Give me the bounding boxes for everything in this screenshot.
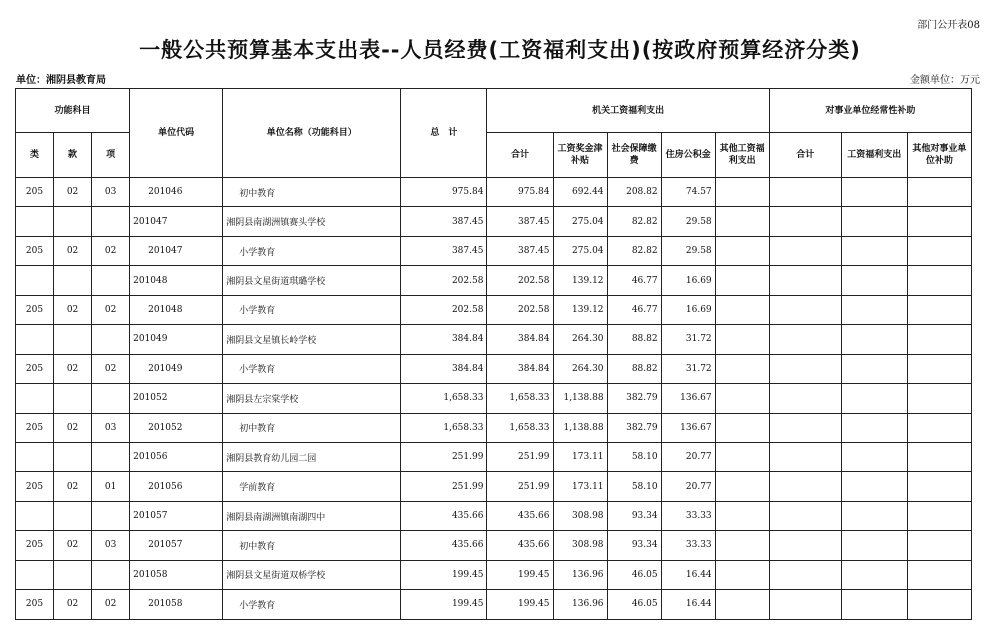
cell-kuan bbox=[54, 442, 92, 471]
cell-housing-fund: 16.69 bbox=[661, 266, 715, 295]
cell-inst-salary bbox=[841, 531, 907, 560]
cell-xiang bbox=[92, 325, 130, 354]
cell-org-total: 251.99 bbox=[487, 442, 553, 471]
cell-housing-fund: 31.72 bbox=[661, 354, 715, 383]
cell-lei: 205 bbox=[16, 354, 54, 383]
cell-inst-other bbox=[907, 295, 971, 324]
cell-social-security: 46.77 bbox=[607, 266, 661, 295]
cell-other-salary bbox=[715, 472, 769, 501]
cell-unit-name: 湘阴县文星镇长岭学校 bbox=[223, 325, 401, 354]
budget-table bbox=[15, 88, 972, 620]
cell-unit-code: 201057 bbox=[130, 501, 223, 530]
cell-salary-allowance: 308.98 bbox=[553, 501, 607, 530]
cell-inst-salary bbox=[841, 236, 907, 265]
cell-unit-name: 初中教育 bbox=[223, 413, 401, 442]
cell-unit-name: 湘阴县南湖洲镇南湖四中 bbox=[223, 501, 401, 530]
cell-total: 975.84 bbox=[401, 178, 487, 207]
cell-inst-total bbox=[769, 266, 841, 295]
cell-lei: 205 bbox=[16, 531, 54, 560]
table-row bbox=[16, 384, 972, 413]
cell-lei bbox=[16, 325, 54, 354]
cell-salary-allowance: 692.44 bbox=[553, 178, 607, 207]
cell-org-total: 387.45 bbox=[487, 207, 553, 236]
unit-label: 单位：湘阴县教育局 bbox=[16, 75, 106, 86]
cell-org-total: 384.84 bbox=[487, 325, 553, 354]
cell-social-security: 58.10 bbox=[607, 472, 661, 501]
cell-social-security: 46.05 bbox=[607, 560, 661, 589]
cell-unit-code: 201056 bbox=[130, 442, 223, 471]
cell-other-salary bbox=[715, 266, 769, 295]
cell-inst-total bbox=[769, 236, 841, 265]
cell-xiang: 03 bbox=[92, 178, 130, 207]
table-row bbox=[16, 178, 972, 207]
cell-org-total: 975.84 bbox=[487, 178, 553, 207]
cell-salary-allowance: 173.11 bbox=[553, 442, 607, 471]
cell-unit-code: 201048 bbox=[130, 295, 223, 324]
header-function-subject: 功能科目 bbox=[16, 89, 130, 133]
cell-housing-fund: 29.58 bbox=[661, 207, 715, 236]
header-social-security: 社会保障缴费 bbox=[607, 133, 661, 178]
cell-inst-other bbox=[907, 384, 971, 413]
cell-inst-other bbox=[907, 560, 971, 589]
cell-inst-total bbox=[769, 413, 841, 442]
cell-inst-total bbox=[769, 295, 841, 324]
cell-unit-name: 小学教育 bbox=[223, 295, 401, 324]
cell-total: 384.84 bbox=[401, 325, 487, 354]
cell-social-security: 46.77 bbox=[607, 295, 661, 324]
amount-unit-label: 金额单位：万元 bbox=[910, 75, 980, 86]
cell-inst-salary bbox=[841, 590, 907, 619]
cell-unit-code: 201049 bbox=[130, 354, 223, 383]
cell-unit-name: 湘阴县文星街道双桥学校 bbox=[223, 560, 401, 589]
header-org-salary-group: 机关工资福利支出 bbox=[487, 89, 769, 133]
cell-other-salary bbox=[715, 413, 769, 442]
header-total: 总 计 bbox=[401, 89, 487, 178]
header-org-total: 合计 bbox=[487, 133, 553, 178]
cell-social-security: 82.82 bbox=[607, 207, 661, 236]
cell-housing-fund: 74.57 bbox=[661, 178, 715, 207]
cell-salary-allowance: 136.96 bbox=[553, 590, 607, 619]
cell-org-total: 1,658.33 bbox=[487, 413, 553, 442]
cell-salary-allowance: 139.12 bbox=[553, 295, 607, 324]
cell-unit-name: 初中教育 bbox=[223, 178, 401, 207]
cell-inst-salary bbox=[841, 266, 907, 295]
cell-unit-code: 201056 bbox=[130, 472, 223, 501]
header-institution-subsidy-group: 对事业单位经常性补助 bbox=[769, 89, 971, 133]
cell-social-security: 93.34 bbox=[607, 501, 661, 530]
cell-housing-fund: 16.44 bbox=[661, 590, 715, 619]
cell-xiang bbox=[92, 266, 130, 295]
cell-inst-other bbox=[907, 236, 971, 265]
cell-xiang: 02 bbox=[92, 590, 130, 619]
table-row bbox=[16, 560, 972, 589]
cell-inst-salary bbox=[841, 325, 907, 354]
cell-housing-fund: 136.67 bbox=[661, 413, 715, 442]
cell-inst-other bbox=[907, 178, 971, 207]
table-row bbox=[16, 442, 972, 471]
header-xiang: 项 bbox=[92, 133, 130, 178]
cell-unit-code: 201047 bbox=[130, 236, 223, 265]
table-row bbox=[16, 295, 972, 324]
cell-kuan: 02 bbox=[54, 531, 92, 560]
cell-salary-allowance: 275.04 bbox=[553, 236, 607, 265]
cell-kuan: 02 bbox=[54, 354, 92, 383]
cell-kuan: 02 bbox=[54, 236, 92, 265]
header-housing-fund: 住房公积金 bbox=[661, 133, 715, 178]
table-row bbox=[16, 266, 972, 295]
cell-total: 384.84 bbox=[401, 354, 487, 383]
cell-housing-fund: 20.77 bbox=[661, 472, 715, 501]
cell-unit-code: 201057 bbox=[130, 531, 223, 560]
cell-inst-total bbox=[769, 384, 841, 413]
cell-inst-other bbox=[907, 413, 971, 442]
cell-lei: 205 bbox=[16, 413, 54, 442]
cell-inst-total bbox=[769, 354, 841, 383]
cell-lei: 205 bbox=[16, 178, 54, 207]
cell-inst-salary bbox=[841, 442, 907, 471]
cell-xiang: 01 bbox=[92, 472, 130, 501]
table-row bbox=[16, 236, 972, 265]
cell-lei bbox=[16, 560, 54, 589]
cell-kuan: 02 bbox=[54, 178, 92, 207]
cell-kuan: 02 bbox=[54, 472, 92, 501]
cell-kuan: 02 bbox=[54, 295, 92, 324]
cell-salary-allowance: 264.30 bbox=[553, 325, 607, 354]
page-code: 部门公开表08 bbox=[917, 20, 980, 31]
table-row bbox=[16, 472, 972, 501]
cell-other-salary bbox=[715, 590, 769, 619]
table-row bbox=[16, 531, 972, 560]
cell-salary-allowance: 136.96 bbox=[553, 560, 607, 589]
table-row bbox=[16, 413, 972, 442]
cell-unit-code: 201046 bbox=[130, 178, 223, 207]
cell-inst-salary bbox=[841, 178, 907, 207]
cell-inst-salary bbox=[841, 207, 907, 236]
cell-inst-salary bbox=[841, 354, 907, 383]
cell-lei: 205 bbox=[16, 236, 54, 265]
cell-housing-fund: 16.44 bbox=[661, 560, 715, 589]
cell-inst-salary bbox=[841, 384, 907, 413]
cell-unit-name: 湘阴县南湖洲镇赛头学校 bbox=[223, 207, 401, 236]
cell-total: 251.99 bbox=[401, 442, 487, 471]
cell-inst-salary bbox=[841, 501, 907, 530]
cell-org-total: 435.66 bbox=[487, 531, 553, 560]
cell-inst-other bbox=[907, 501, 971, 530]
cell-social-security: 46.05 bbox=[607, 590, 661, 619]
cell-other-salary bbox=[715, 178, 769, 207]
cell-salary-allowance: 275.04 bbox=[553, 207, 607, 236]
cell-inst-total bbox=[769, 442, 841, 471]
cell-xiang: 02 bbox=[92, 236, 130, 265]
cell-salary-allowance: 264.30 bbox=[553, 354, 607, 383]
cell-xiang bbox=[92, 501, 130, 530]
cell-other-salary bbox=[715, 531, 769, 560]
cell-lei bbox=[16, 501, 54, 530]
cell-total: 1,658.33 bbox=[401, 384, 487, 413]
cell-housing-fund: 33.33 bbox=[661, 531, 715, 560]
cell-org-total: 202.58 bbox=[487, 295, 553, 324]
cell-xiang bbox=[92, 207, 130, 236]
cell-other-salary bbox=[715, 442, 769, 471]
cell-inst-salary bbox=[841, 472, 907, 501]
table-row bbox=[16, 590, 972, 619]
cell-inst-other bbox=[907, 472, 971, 501]
cell-social-security: 88.82 bbox=[607, 354, 661, 383]
cell-salary-allowance: 173.11 bbox=[553, 472, 607, 501]
cell-inst-total bbox=[769, 501, 841, 530]
cell-inst-total bbox=[769, 590, 841, 619]
cell-salary-allowance: 139.12 bbox=[553, 266, 607, 295]
cell-unit-name: 初中教育 bbox=[223, 531, 401, 560]
cell-org-total: 251.99 bbox=[487, 472, 553, 501]
header-inst-total: 合计 bbox=[769, 133, 841, 178]
cell-inst-other bbox=[907, 531, 971, 560]
cell-kuan bbox=[54, 501, 92, 530]
header-unit-code: 单位代码 bbox=[130, 89, 223, 178]
cell-other-salary bbox=[715, 236, 769, 265]
cell-inst-other bbox=[907, 590, 971, 619]
cell-unit-name: 湘阴县文星街道琪璐学校 bbox=[223, 266, 401, 295]
cell-xiang bbox=[92, 560, 130, 589]
cell-xiang: 02 bbox=[92, 354, 130, 383]
cell-unit-code: 201058 bbox=[130, 560, 223, 589]
cell-kuan bbox=[54, 325, 92, 354]
table-header bbox=[16, 89, 972, 178]
cell-lei bbox=[16, 442, 54, 471]
cell-housing-fund: 31.72 bbox=[661, 325, 715, 354]
cell-lei bbox=[16, 207, 54, 236]
cell-inst-salary bbox=[841, 413, 907, 442]
cell-unit-code: 201052 bbox=[130, 413, 223, 442]
cell-salary-allowance: 1,138.88 bbox=[553, 384, 607, 413]
cell-total: 387.45 bbox=[401, 207, 487, 236]
cell-inst-total bbox=[769, 178, 841, 207]
cell-housing-fund: 136.67 bbox=[661, 384, 715, 413]
cell-social-security: 382.79 bbox=[607, 384, 661, 413]
header-inst-salary: 工资福利支出 bbox=[841, 133, 907, 178]
cell-social-security: 93.34 bbox=[607, 531, 661, 560]
cell-xiang: 03 bbox=[92, 531, 130, 560]
cell-inst-other bbox=[907, 354, 971, 383]
cell-inst-other bbox=[907, 442, 971, 471]
cell-kuan: 02 bbox=[54, 590, 92, 619]
cell-lei bbox=[16, 266, 54, 295]
cell-total: 435.66 bbox=[401, 501, 487, 530]
cell-total: 199.45 bbox=[401, 560, 487, 589]
cell-unit-code: 201058 bbox=[130, 590, 223, 619]
cell-inst-salary bbox=[841, 560, 907, 589]
table-row bbox=[16, 501, 972, 530]
cell-total: 1,658.33 bbox=[401, 413, 487, 442]
cell-unit-name: 学前教育 bbox=[223, 472, 401, 501]
cell-unit-name: 湘阴县左宗棠学校 bbox=[223, 384, 401, 413]
cell-housing-fund: 29.58 bbox=[661, 236, 715, 265]
cell-xiang: 02 bbox=[92, 295, 130, 324]
cell-inst-total bbox=[769, 325, 841, 354]
cell-xiang bbox=[92, 442, 130, 471]
cell-housing-fund: 16.69 bbox=[661, 295, 715, 324]
cell-org-total: 435.66 bbox=[487, 501, 553, 530]
cell-unit-name: 小学教育 bbox=[223, 236, 401, 265]
cell-unit-code: 201048 bbox=[130, 266, 223, 295]
cell-social-security: 82.82 bbox=[607, 236, 661, 265]
cell-salary-allowance: 308.98 bbox=[553, 531, 607, 560]
cell-social-security: 88.82 bbox=[607, 325, 661, 354]
cell-lei: 205 bbox=[16, 472, 54, 501]
cell-inst-other bbox=[907, 266, 971, 295]
cell-inst-total bbox=[769, 531, 841, 560]
cell-kuan bbox=[54, 560, 92, 589]
cell-org-total: 199.45 bbox=[487, 560, 553, 589]
cell-social-security: 382.79 bbox=[607, 413, 661, 442]
cell-unit-name: 湘阴县教育幼儿园二园 bbox=[223, 442, 401, 471]
table-row bbox=[16, 207, 972, 236]
cell-other-salary bbox=[715, 384, 769, 413]
cell-total: 202.58 bbox=[401, 266, 487, 295]
cell-total: 251.99 bbox=[401, 472, 487, 501]
cell-unit-code: 201049 bbox=[130, 325, 223, 354]
cell-social-security: 58.10 bbox=[607, 442, 661, 471]
cell-inst-other bbox=[907, 325, 971, 354]
cell-org-total: 387.45 bbox=[487, 236, 553, 265]
cell-kuan bbox=[54, 384, 92, 413]
cell-org-total: 384.84 bbox=[487, 354, 553, 383]
cell-kuan bbox=[54, 207, 92, 236]
cell-lei bbox=[16, 384, 54, 413]
cell-total: 435.66 bbox=[401, 531, 487, 560]
header-lei: 类 bbox=[16, 133, 54, 178]
cell-kuan: 02 bbox=[54, 413, 92, 442]
cell-total: 202.58 bbox=[401, 295, 487, 324]
cell-other-salary bbox=[715, 207, 769, 236]
cell-unit-name: 小学教育 bbox=[223, 590, 401, 619]
header-unit-name: 单位名称（功能科目） bbox=[223, 89, 401, 178]
cell-other-salary bbox=[715, 325, 769, 354]
header-kuan: 款 bbox=[54, 133, 92, 178]
cell-inst-salary bbox=[841, 295, 907, 324]
cell-inst-total bbox=[769, 472, 841, 501]
cell-other-salary bbox=[715, 560, 769, 589]
cell-org-total: 199.45 bbox=[487, 590, 553, 619]
header-salary-allowance: 工资奖金津补贴 bbox=[553, 133, 607, 178]
cell-inst-total bbox=[769, 560, 841, 589]
cell-lei: 205 bbox=[16, 295, 54, 324]
cell-housing-fund: 20.77 bbox=[661, 442, 715, 471]
cell-other-salary bbox=[715, 354, 769, 383]
cell-kuan bbox=[54, 266, 92, 295]
page-title: 一般公共预算基本支出表--人员经费(工资福利支出)(按政府预算经济分类) bbox=[139, 38, 861, 62]
cell-total: 387.45 bbox=[401, 236, 487, 265]
cell-org-total: 1,658.33 bbox=[487, 384, 553, 413]
cell-social-security: 208.82 bbox=[607, 178, 661, 207]
table-row bbox=[16, 354, 972, 383]
cell-unit-code: 201047 bbox=[130, 207, 223, 236]
cell-salary-allowance: 1,138.88 bbox=[553, 413, 607, 442]
cell-xiang: 03 bbox=[92, 413, 130, 442]
cell-total: 199.45 bbox=[401, 590, 487, 619]
table-body bbox=[16, 178, 972, 620]
table-row bbox=[16, 325, 972, 354]
header-inst-other: 其他对事业单位补助 bbox=[907, 133, 971, 178]
cell-other-salary bbox=[715, 295, 769, 324]
cell-xiang bbox=[92, 384, 130, 413]
cell-unit-name: 小学教育 bbox=[223, 354, 401, 383]
cell-lei: 205 bbox=[16, 590, 54, 619]
cell-other-salary bbox=[715, 501, 769, 530]
cell-unit-code: 201052 bbox=[130, 384, 223, 413]
cell-org-total: 202.58 bbox=[487, 266, 553, 295]
cell-housing-fund: 33.33 bbox=[661, 501, 715, 530]
cell-inst-other bbox=[907, 207, 971, 236]
cell-inst-total bbox=[769, 207, 841, 236]
header-other-salary: 其他工资福利支出 bbox=[715, 133, 769, 178]
